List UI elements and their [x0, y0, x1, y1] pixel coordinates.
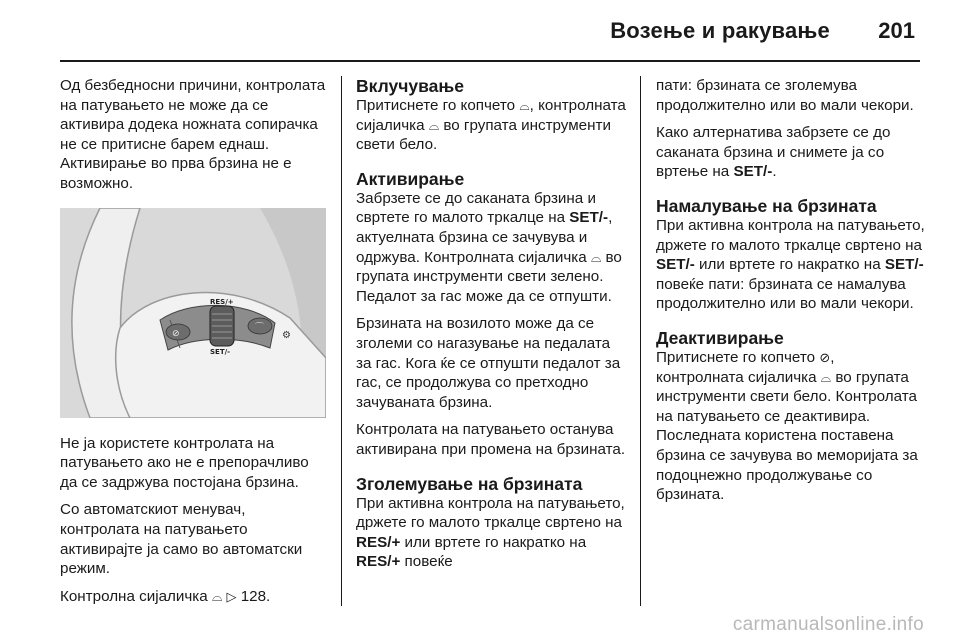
page-title: Возење и ракување	[610, 18, 830, 43]
speed-increase-pedal-paragraph: Брзината на возилото може да се зголеми со нагазување на педалата за гас. Кога ќе се отпушти педалот за гас, се продолжува со претходно зачуваната брзина.	[356, 315, 621, 411]
thumbwheel-illustration	[210, 306, 234, 346]
usage-warning-paragraph: Не ја користете контролата на патувањето ако не е препорачливо да се задржува постојана брзина.	[60, 434, 309, 491]
page-number: 201	[878, 18, 915, 43]
cruise-control-icon: ⌓	[590, 249, 602, 265]
gear-change-paragraph: Контролата на патувањето останува активирана при промена на брзината.	[356, 421, 626, 458]
heading-decrease-speed: Намалување на брзината	[656, 195, 877, 216]
accelerator-release-paragraph: Педалот за гас може да се отпушти.	[356, 287, 612, 305]
safety-paragraph: Од безбедносни причини, контролата на патувањето не може да се активира додека ножната сопирачка не се притисне барем еднаш. Активирање во прва брзина не е возможно.	[60, 77, 326, 192]
cruise-control-icon: ⌓	[211, 588, 223, 604]
column-middle	[356, 76, 626, 582]
heading-deactivation: Деактивирање	[656, 327, 784, 348]
decrease-speed-paragraph: При активна контрола на патувањето, држете го малото тркалце свртено на SET/- или вртете го накратко на SET/- повеќе пати: брзината се намалува продолжително или во мали чекори.	[656, 216, 925, 313]
column-divider-1	[341, 76, 342, 606]
heading-increase-speed: Зголемување на брзината	[356, 473, 583, 494]
alternative-paragraph: Како алтернатива забрзете се до саканата брзина и снимете ја со вртење на SET/-.	[656, 124, 891, 181]
column-divider-2	[640, 76, 641, 606]
heading-activation: Активирање	[356, 168, 465, 189]
svg-text:⚙: ⚙	[282, 329, 291, 341]
increase-speed-paragraph: При активна контрола на патувањето, држете го малото тркалце свртено на RES/+ или вртете го накратко на RES/+ повеќе	[356, 494, 625, 571]
watermark: carmanualsonline.info	[732, 614, 924, 635]
steering-wheel-illustration	[60, 208, 326, 418]
increase-speed-continued: пати: брзината се зголемува продолжително или во мали чекори.	[656, 77, 914, 114]
res-label: RES/+	[210, 297, 234, 306]
heading-switching-on: Вклучување	[356, 76, 464, 96]
cruise-control-icon: ⌓	[519, 98, 530, 113]
column-left	[60, 76, 326, 605]
steering-wheel-figure	[60, 208, 326, 418]
cruise-control-icon: ⌓	[428, 117, 440, 133]
cruise-on-button-illustration	[248, 318, 272, 334]
deactivation-paragraph: Притиснете го копчето ⊘, контролната сијаличка ⌓ во групата инструменти свети бело. Контролата на патувањето се деактивира. Последната користена поставена брзина се зачувува во меморијата за подоцнежно продолжување со брзината.	[656, 348, 918, 504]
automatic-transmission-paragraph: Со автоматскиот менувач, контролата на патувањето активирајте ја само во автоматски режим.	[60, 501, 303, 578]
cruise-cancel-icon: ⊘	[819, 349, 831, 365]
activation-paragraph: Забрзете се до саканата брзина и свртете го малото тркалце на SET/-, актуелната брзина се зачувува и одржува. Контролната сијаличка ⌓ во групата инструменти свети зелено.	[356, 189, 622, 286]
indicator-reference-paragraph: Контролна сијаличка ⌓ ▷ 128.	[60, 587, 271, 605]
set-label: SET/-	[210, 347, 231, 356]
svg-text:⊘: ⊘	[172, 328, 180, 339]
cruise-cancel-button-illustration	[166, 324, 190, 340]
header-divider	[60, 60, 920, 62]
page-reference-icon: ▷	[226, 588, 237, 604]
switching-on-paragraph: Притиснете го копчето ⌓, контролната сијаличка ⌓ во групата инструменти свети бело.	[356, 97, 626, 154]
page-reference: 128.	[240, 587, 271, 605]
cruise-control-icon: ⌓	[820, 369, 832, 385]
column-right	[656, 76, 926, 582]
svg-text:⌒: ⌒	[255, 322, 265, 333]
